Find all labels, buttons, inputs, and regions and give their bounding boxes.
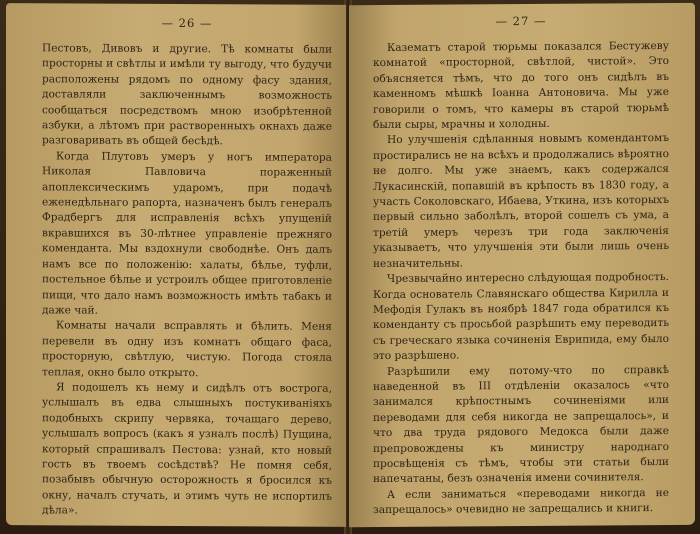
paragraph: Когда Плутовъ умеръ у ногъ императора Николая Павловича пораженный апоплексическимъ ударомъ, при подачѣ еженедѣльнаго рапорта, назначенъ былъ генералъ Фрадбергъ для исправленія всѣхъ упущеній вкравшихся въ 30-лѣтнее управленіе прежняго коменданта. Мы вздохнули свободнѣе. Онъ далъ намъ все по положенію: халаты, бѣлье, туфли, постельное бѣлье и устроилъ общее приготовленіе пищи, что дало намъ возможность имѣть табакъ и даже чай. bbox=[42, 150, 332, 317]
paragraph: Разрѣшили ему потому-что по справкѣ наведенной въ III отдѣленіи оказалось «что занимался крѣпостнымъ сочиненіями или переводами для себя никогда не запрещалось», и что два труда рядового Медокса были даже препровождены къ министру народнаго просвѣщенія съ тѣмъ, чтобы эти статьи были напечатаны, безъ означенія имени сочинителя. bbox=[373, 363, 669, 486]
left-page-text bbox=[42, 41, 332, 520]
paragraph: А если заниматься «переводами никогда не запрещалось» очевидно не запрещались и книги. bbox=[373, 486, 669, 517]
right-page bbox=[349, 3, 695, 527]
paragraph: Я подошелъ къ нему и сидѣлъ отъ вострога, услышалъ въ едва слышныхъ постукиванiяхъ подобныхъ скрипу червяка, точащаго дерево, услышалъ вопросъ (какъ я узналъ послѣ) Пущина, который спрашивалъ Пестова: узнай, кто новый гость въ твоемъ сосѣдствѣ? Не помня себя, позабывъ обычную осторожность я бросился къ окну, началъ стучать, и этимъ чуть не испортилъ дѣла». bbox=[42, 381, 332, 517]
left-page bbox=[6, 3, 346, 527]
right-page-text bbox=[373, 39, 669, 519]
paragraph: Чрезвычайно интересно слѣдующая подробность. Когда основатель Славянскаго общества Кирилла и Мефодія Гулакъ въ ноябрѣ 1847 года обратился къ коменданту съ просьбой разрѣшить ему переводить съ греческаго языка сочиненія Еврипида, ему было это разрѣшено. bbox=[373, 271, 669, 363]
page-number-right: — 27 — bbox=[495, 13, 547, 29]
paragraph: Пестовъ, Дивовъ и другие. Тѣ комнаты были просторны и свѣтлы и имѣли ту выгоду, что будучи расположены рядомъ по одному фасу здания, доставляли заключеннымъ возможность сообщаться посредствомъ мною изобрѣтенной азбуки, а лѣтомъ при растворенныхъ окнахъ даже разговаривать въ общей бесѣдѣ. bbox=[42, 42, 332, 148]
paragraph: Но улучшенія сдѣланныя новымъ комендантомъ простирались не на всѣхъ и продолжались вѣроятно не долго. Мы уже знаемъ, какъ содержался Лукасинскій, попавшій въ крѣпость въ 1830 году, а участь Соколовскаго, Ибаева, Уткина, изъ которыхъ первый сильно заболѣлъ, второй сошелъ съ ума, а третій умеръ черезъ три года заключенія указываетъ, что улучшенія эти были лишь очень незначительны. bbox=[373, 132, 669, 270]
page-number-left: — 26 — bbox=[161, 15, 213, 31]
paragraph: Комнаты начали всправлять и бѣлить. Меня перевели въ одну изъ комнатъ общаго фаса, просторную, свѣтлую, чистую. Погода стояла теплая, окно было открыто. bbox=[42, 319, 332, 379]
paragraph: Казематъ старой тюрьмы показался Бестужеву комнатой «просторной, свѣтлой, чистой». Это объясняется тѣмъ, что до того онъ сидѣлъ въ каменномъ мѣшкѣ Іоанна Антоновича. Мы уже говорили о томъ, что камеры въ старой тюрьмѣ были сыры, мрачны и холодны. bbox=[373, 39, 669, 132]
